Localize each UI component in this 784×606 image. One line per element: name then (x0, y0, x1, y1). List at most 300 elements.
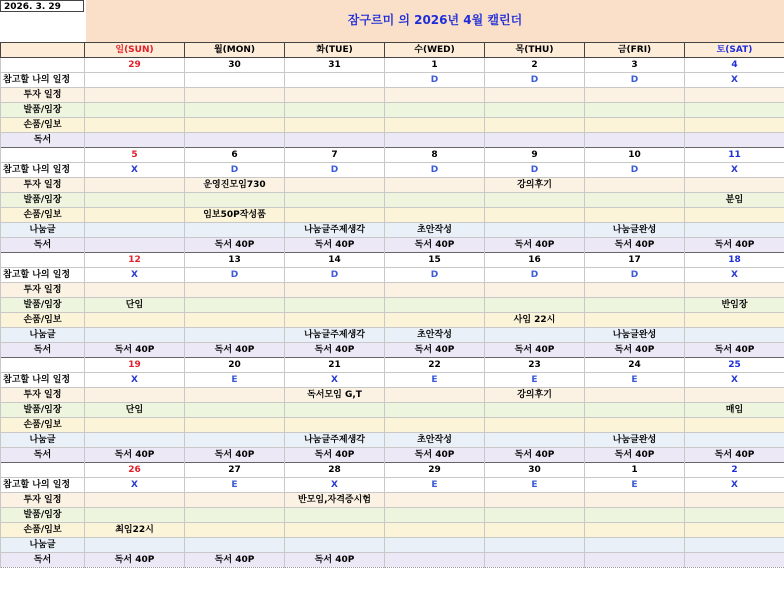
day-number[interactable]: 29 (85, 58, 185, 73)
schedule-cell[interactable] (85, 508, 185, 523)
day-number[interactable]: 27 (185, 463, 285, 478)
day-number[interactable]: 4 (685, 58, 784, 73)
schedule-cell[interactable]: D (285, 268, 385, 283)
schedule-cell[interactable]: 분임 (685, 193, 784, 208)
schedule-cell[interactable]: 나눔글완성 (585, 328, 685, 343)
schedule-row-ref (1, 373, 784, 388)
schedule-cell[interactable]: D (385, 73, 485, 88)
schedule-cell[interactable]: X (285, 478, 385, 493)
schedule-cell[interactable]: 나눔글주제생각 (285, 433, 385, 448)
schedule-cell[interactable] (485, 418, 585, 433)
day-number[interactable]: 24 (585, 358, 685, 373)
weekday-header: 화(TUE) (285, 43, 385, 58)
schedule-row-mail (1, 403, 784, 418)
schedule-cell[interactable] (185, 508, 285, 523)
schedule-row-share (1, 538, 784, 553)
schedule-cell[interactable]: E (485, 478, 585, 493)
row-label: 발품/임장 (1, 103, 85, 118)
schedule-cell[interactable] (85, 313, 185, 328)
schedule-cell[interactable] (685, 418, 784, 433)
week-label-cell (1, 463, 85, 478)
schedule-cell[interactable] (585, 493, 685, 508)
schedule-cell[interactable]: 매임 (685, 403, 784, 418)
day-number[interactable]: 12 (85, 253, 185, 268)
schedule-cell[interactable] (385, 298, 485, 313)
schedule-row-ref (1, 163, 784, 178)
schedule-cell[interactable] (185, 193, 285, 208)
schedule-cell[interactable] (485, 208, 585, 223)
schedule-cell[interactable] (485, 298, 585, 313)
schedule-cell[interactable]: 반모임,자격증시험 (285, 493, 385, 508)
schedule-cell[interactable]: X (685, 163, 784, 178)
day-number[interactable]: 21 (285, 358, 385, 373)
schedule-cell[interactable] (585, 538, 685, 553)
schedule-row-read (1, 343, 784, 358)
schedule-row-ref (1, 478, 784, 493)
schedule-cell[interactable] (485, 118, 585, 133)
day-number[interactable]: 23 (485, 358, 585, 373)
schedule-cell[interactable]: 나눔글주제생각 (285, 223, 385, 238)
schedule-cell[interactable]: 독서 40P (585, 343, 685, 358)
row-label: 독서 (1, 238, 85, 253)
schedule-cell[interactable] (485, 553, 585, 568)
day-number[interactable]: 20 (185, 358, 285, 373)
day-number[interactable]: 26 (85, 463, 185, 478)
schedule-cell[interactable] (585, 178, 685, 193)
schedule-cell[interactable] (185, 223, 285, 238)
schedule-cell[interactable]: D (585, 163, 685, 178)
schedule-cell[interactable] (685, 283, 784, 298)
schedule-cell[interactable]: X (285, 373, 385, 388)
schedule-cell[interactable]: X (85, 478, 185, 493)
schedule-cell[interactable] (285, 523, 385, 538)
row-label: 참고할 나의 일정 (1, 73, 85, 88)
schedule-cell[interactable]: E (385, 478, 485, 493)
schedule-row-read (1, 553, 784, 568)
schedule-cell[interactable] (185, 88, 285, 103)
corner-cell (1, 43, 85, 58)
schedule-cell[interactable] (585, 208, 685, 223)
schedule-cell[interactable] (85, 178, 185, 193)
schedule-cell[interactable] (485, 433, 585, 448)
day-number[interactable]: 7 (285, 148, 385, 163)
schedule-cell[interactable]: 운영진모임730 (185, 178, 285, 193)
schedule-cell[interactable] (685, 88, 784, 103)
row-label: 나눔글 (1, 223, 85, 238)
schedule-cell[interactable] (385, 418, 485, 433)
schedule-cell[interactable] (385, 388, 485, 403)
schedule-cell[interactable] (685, 523, 784, 538)
schedule-cell[interactable] (285, 538, 385, 553)
schedule-cell[interactable]: 나눔글주제생각 (285, 328, 385, 343)
schedule-cell[interactable] (285, 508, 385, 523)
schedule-cell[interactable]: D (185, 268, 285, 283)
schedule-cell[interactable] (185, 73, 285, 88)
schedule-cell[interactable] (485, 133, 585, 148)
schedule-cell[interactable] (685, 538, 784, 553)
schedule-cell[interactable] (285, 133, 385, 148)
schedule-cell[interactable]: 강의후기 (485, 388, 585, 403)
schedule-cell[interactable] (85, 538, 185, 553)
schedule-cell[interactable]: 독서 40P (85, 553, 185, 568)
schedule-cell[interactable]: D (285, 163, 385, 178)
day-number[interactable]: 11 (685, 148, 784, 163)
schedule-cell[interactable]: 반임장 (685, 298, 784, 313)
schedule-cell[interactable]: X (685, 268, 784, 283)
schedule-cell[interactable]: D (485, 163, 585, 178)
schedule-cell[interactable]: D (485, 268, 585, 283)
schedule-cell[interactable] (85, 328, 185, 343)
week-day-numbers (1, 463, 784, 478)
schedule-cell[interactable] (685, 508, 784, 523)
row-label: 나눔글 (1, 538, 85, 553)
day-number[interactable]: 17 (585, 253, 685, 268)
day-number[interactable]: 14 (285, 253, 385, 268)
schedule-cell[interactable]: D (185, 163, 285, 178)
day-number[interactable]: 1 (585, 463, 685, 478)
schedule-cell[interactable]: X (685, 73, 784, 88)
schedule-cell[interactable]: E (385, 373, 485, 388)
schedule-cell[interactable] (685, 433, 784, 448)
schedule-cell[interactable]: 단임 (85, 298, 185, 313)
day-number[interactable]: 29 (385, 463, 485, 478)
day-number[interactable]: 22 (385, 358, 485, 373)
schedule-cell[interactable] (485, 223, 585, 238)
schedule-cell[interactable] (185, 103, 285, 118)
schedule-cell[interactable] (185, 523, 285, 538)
schedule-cell[interactable] (185, 493, 285, 508)
schedule-cell[interactable]: 독서 40P (285, 553, 385, 568)
row-label: 독서 (1, 343, 85, 358)
schedule-cell[interactable] (385, 193, 485, 208)
schedule-cell[interactable] (85, 88, 185, 103)
schedule-row-invest (1, 178, 784, 193)
schedule-cell[interactable] (285, 283, 385, 298)
schedule-cell[interactable]: D (585, 73, 685, 88)
schedule-cell[interactable] (185, 313, 285, 328)
schedule-cell[interactable] (685, 388, 784, 403)
schedule-row-hand (1, 418, 784, 433)
schedule-row-share (1, 223, 784, 238)
schedule-cell[interactable] (285, 178, 385, 193)
schedule-cell[interactable]: X (85, 268, 185, 283)
schedule-cell[interactable] (285, 103, 385, 118)
day-number[interactable]: 31 (285, 58, 385, 73)
schedule-cell[interactable] (185, 133, 285, 148)
schedule-cell[interactable] (485, 538, 585, 553)
schedule-cell[interactable]: 초안작성 (385, 328, 485, 343)
day-number[interactable]: 30 (485, 463, 585, 478)
schedule-cell[interactable] (585, 523, 685, 538)
day-number[interactable]: 13 (185, 253, 285, 268)
day-number[interactable]: 1 (385, 58, 485, 73)
schedule-cell[interactable] (585, 118, 685, 133)
schedule-cell[interactable]: E (585, 478, 685, 493)
schedule-cell[interactable] (185, 433, 285, 448)
schedule-row-mail (1, 103, 784, 118)
schedule-cell[interactable]: 초안작성 (385, 223, 485, 238)
schedule-cell[interactable] (385, 553, 485, 568)
schedule-cell[interactable] (485, 328, 585, 343)
schedule-cell[interactable]: 독서 40P (485, 448, 585, 463)
week-label-cell (1, 58, 85, 73)
schedule-cell[interactable] (85, 283, 185, 298)
schedule-row-share (1, 328, 784, 343)
schedule-cell[interactable]: 독서 40P (485, 238, 585, 253)
schedule-cell[interactable] (585, 553, 685, 568)
schedule-cell[interactable] (85, 388, 185, 403)
weekday-header: 수(WED) (385, 43, 485, 58)
row-label: 참고할 나의 일정 (1, 373, 85, 388)
schedule-cell[interactable]: E (185, 373, 285, 388)
schedule-cell[interactable]: 단임 (85, 403, 185, 418)
day-number[interactable]: 28 (285, 463, 385, 478)
schedule-cell[interactable] (485, 193, 585, 208)
day-number[interactable]: 3 (585, 58, 685, 73)
schedule-cell[interactable]: 강의후기 (485, 178, 585, 193)
day-number[interactable]: 19 (85, 358, 185, 373)
day-number[interactable]: 2 (685, 463, 784, 478)
schedule-cell[interactable]: 나눔글완성 (585, 433, 685, 448)
schedule-cell[interactable] (585, 133, 685, 148)
schedule-cell[interactable] (85, 193, 185, 208)
schedule-cell[interactable]: E (585, 373, 685, 388)
schedule-cell[interactable]: X (85, 163, 185, 178)
row-label: 손품/임보 (1, 523, 85, 538)
schedule-cell[interactable]: 독서 40P (285, 343, 385, 358)
schedule-cell[interactable]: 독서 40P (585, 448, 685, 463)
schedule-cell[interactable] (185, 403, 285, 418)
schedule-cell[interactable] (685, 118, 784, 133)
schedule-cell[interactable]: D (385, 268, 485, 283)
week-day-numbers (1, 253, 784, 268)
row-label: 투자 일정 (1, 493, 85, 508)
day-number[interactable]: 18 (685, 253, 784, 268)
row-label: 손품/임보 (1, 418, 85, 433)
day-number[interactable]: 30 (185, 58, 285, 73)
schedule-cell[interactable] (585, 403, 685, 418)
schedule-cell[interactable]: 독서 40P (385, 343, 485, 358)
schedule-cell[interactable]: X (85, 373, 185, 388)
weekday-header: 목(THU) (485, 43, 585, 58)
schedule-cell[interactable] (385, 313, 485, 328)
schedule-cell[interactable]: 사임 22시 (485, 313, 585, 328)
schedule-cell[interactable] (185, 283, 285, 298)
schedule-cell[interactable] (685, 103, 784, 118)
schedule-cell[interactable] (585, 88, 685, 103)
schedule-cell[interactable] (85, 118, 185, 133)
schedule-cell[interactable] (185, 388, 285, 403)
day-number[interactable]: 8 (385, 148, 485, 163)
schedule-cell[interactable] (385, 493, 485, 508)
schedule-cell[interactable]: 임보50P작성품 (185, 208, 285, 223)
schedule-row-invest (1, 283, 784, 298)
row-label: 발품/임장 (1, 193, 85, 208)
row-label: 나눔글 (1, 328, 85, 343)
schedule-cell[interactable]: 나눔글완성 (585, 223, 685, 238)
schedule-cell[interactable] (185, 118, 285, 133)
schedule-cell[interactable]: E (485, 373, 585, 388)
schedule-cell[interactable] (85, 103, 185, 118)
schedule-cell[interactable]: 독서 40P (185, 238, 285, 253)
schedule-cell[interactable] (185, 538, 285, 553)
schedule-row-invest (1, 88, 784, 103)
schedule-cell[interactable]: X (685, 478, 784, 493)
schedule-cell[interactable] (385, 118, 485, 133)
row-label: 손품/임보 (1, 208, 85, 223)
schedule-cell[interactable]: 독서 40P (585, 238, 685, 253)
schedule-cell[interactable] (585, 508, 685, 523)
schedule-cell[interactable] (385, 523, 485, 538)
schedule-cell[interactable] (285, 403, 385, 418)
schedule-cell[interactable]: 독서 40P (185, 448, 285, 463)
schedule-cell[interactable]: 독서 40P (85, 448, 185, 463)
schedule-cell[interactable]: D (385, 163, 485, 178)
schedule-row-ref (1, 268, 784, 283)
week-label-cell (1, 148, 85, 163)
schedule-cell[interactable] (485, 493, 585, 508)
schedule-cell[interactable] (685, 493, 784, 508)
week-label-cell (1, 253, 85, 268)
schedule-row-mail (1, 193, 784, 208)
schedule-cell[interactable] (85, 238, 185, 253)
schedule-row-read (1, 238, 784, 253)
row-label: 참고할 나의 일정 (1, 478, 85, 493)
schedule-row-hand (1, 208, 784, 223)
day-number[interactable]: 15 (385, 253, 485, 268)
schedule-cell[interactable] (85, 208, 185, 223)
day-number[interactable]: 9 (485, 148, 585, 163)
day-number[interactable]: 6 (185, 148, 285, 163)
schedule-cell[interactable] (385, 88, 485, 103)
schedule-cell[interactable]: 초안작성 (385, 433, 485, 448)
schedule-cell[interactable] (585, 313, 685, 328)
schedule-cell[interactable] (85, 493, 185, 508)
schedule-cell[interactable] (385, 403, 485, 418)
schedule-cell[interactable] (685, 313, 784, 328)
schedule-row-ref (1, 73, 784, 88)
schedule-cell[interactable] (285, 118, 385, 133)
schedule-cell[interactable] (385, 178, 485, 193)
schedule-cell[interactable] (385, 133, 485, 148)
schedule-cell[interactable] (585, 418, 685, 433)
schedule-cell[interactable] (685, 133, 784, 148)
schedule-cell[interactable] (85, 418, 185, 433)
schedule-cell[interactable]: 독서 40P (285, 448, 385, 463)
schedule-cell[interactable] (685, 208, 784, 223)
schedule-cell[interactable] (685, 223, 784, 238)
schedule-cell[interactable] (285, 73, 385, 88)
week-day-numbers (1, 358, 784, 373)
schedule-cell[interactable]: 독서 40P (285, 238, 385, 253)
schedule-cell[interactable] (585, 388, 685, 403)
schedule-cell[interactable] (285, 208, 385, 223)
schedule-cell[interactable] (485, 88, 585, 103)
day-number[interactable]: 5 (85, 148, 185, 163)
schedule-cell[interactable] (185, 418, 285, 433)
weekday-header: 월(MON) (185, 43, 285, 58)
schedule-cell[interactable]: D (585, 268, 685, 283)
schedule-cell[interactable] (485, 403, 585, 418)
schedule-cell[interactable]: 독서 40P (185, 553, 285, 568)
row-label: 참고할 나의 일정 (1, 268, 85, 283)
schedule-cell[interactable]: 독서 40P (685, 448, 784, 463)
schedule-cell[interactable] (685, 178, 784, 193)
day-number[interactable]: 10 (585, 148, 685, 163)
calendar-header (0, 0, 784, 42)
schedule-cell[interactable] (685, 553, 784, 568)
row-label: 투자 일정 (1, 178, 85, 193)
schedule-cell[interactable]: 독서 40P (385, 238, 485, 253)
schedule-cell[interactable] (485, 103, 585, 118)
week-day-numbers (1, 58, 784, 73)
schedule-cell[interactable] (585, 193, 685, 208)
schedule-cell[interactable] (485, 523, 585, 538)
schedule-cell[interactable] (285, 418, 385, 433)
row-label: 손품/임보 (1, 118, 85, 133)
schedule-cell[interactable] (485, 283, 585, 298)
schedule-row-share (1, 433, 784, 448)
schedule-cell[interactable] (285, 193, 385, 208)
schedule-cell[interactable] (85, 433, 185, 448)
day-number[interactable]: 25 (685, 358, 784, 373)
schedule-cell[interactable]: D (485, 73, 585, 88)
row-label: 참고할 나의 일정 (1, 163, 85, 178)
schedule-cell[interactable]: 독서 40P (185, 343, 285, 358)
schedule-cell[interactable] (385, 103, 485, 118)
schedule-cell[interactable] (85, 223, 185, 238)
schedule-cell[interactable] (585, 103, 685, 118)
date-cell[interactable]: 2026. 3. 29 (0, 0, 84, 12)
schedule-cell[interactable] (385, 508, 485, 523)
schedule-cell[interactable] (85, 73, 185, 88)
schedule-cell[interactable]: 독서 40P (85, 343, 185, 358)
row-label: 독서 (1, 133, 85, 148)
day-number[interactable]: 16 (485, 253, 585, 268)
row-label: 투자 일정 (1, 388, 85, 403)
schedule-cell[interactable]: 독서 40P (685, 238, 784, 253)
schedule-cell[interactable] (185, 328, 285, 343)
schedule-cell[interactable]: 독서모임 G,T (285, 388, 385, 403)
schedule-row-hand (1, 313, 784, 328)
schedule-row-read (1, 133, 784, 148)
schedule-cell[interactable] (285, 88, 385, 103)
schedule-cell[interactable] (285, 298, 385, 313)
row-label: 발품/임장 (1, 508, 85, 523)
weekday-header: 금(FRI) (585, 43, 685, 58)
schedule-cell[interactable] (585, 298, 685, 313)
schedule-cell[interactable] (385, 283, 485, 298)
schedule-cell[interactable] (485, 508, 585, 523)
schedule-cell[interactable]: 독서 40P (485, 343, 585, 358)
schedule-cell[interactable]: E (185, 478, 285, 493)
schedule-cell[interactable] (385, 538, 485, 553)
schedule-cell[interactable] (85, 133, 185, 148)
schedule-row-invest (1, 388, 784, 403)
schedule-cell[interactable] (385, 208, 485, 223)
schedule-cell[interactable]: 최임22시 (85, 523, 185, 538)
schedule-cell[interactable] (685, 328, 784, 343)
schedule-cell[interactable]: 독서 40P (385, 448, 485, 463)
schedule-cell[interactable]: X (685, 373, 784, 388)
schedule-cell[interactable] (185, 298, 285, 313)
day-number[interactable]: 2 (485, 58, 585, 73)
schedule-row-mail (1, 508, 784, 523)
schedule-cell[interactable] (285, 313, 385, 328)
schedule-cell[interactable]: 독서 40P (685, 343, 784, 358)
calendar-grid (0, 42, 784, 568)
schedule-cell[interactable] (585, 283, 685, 298)
